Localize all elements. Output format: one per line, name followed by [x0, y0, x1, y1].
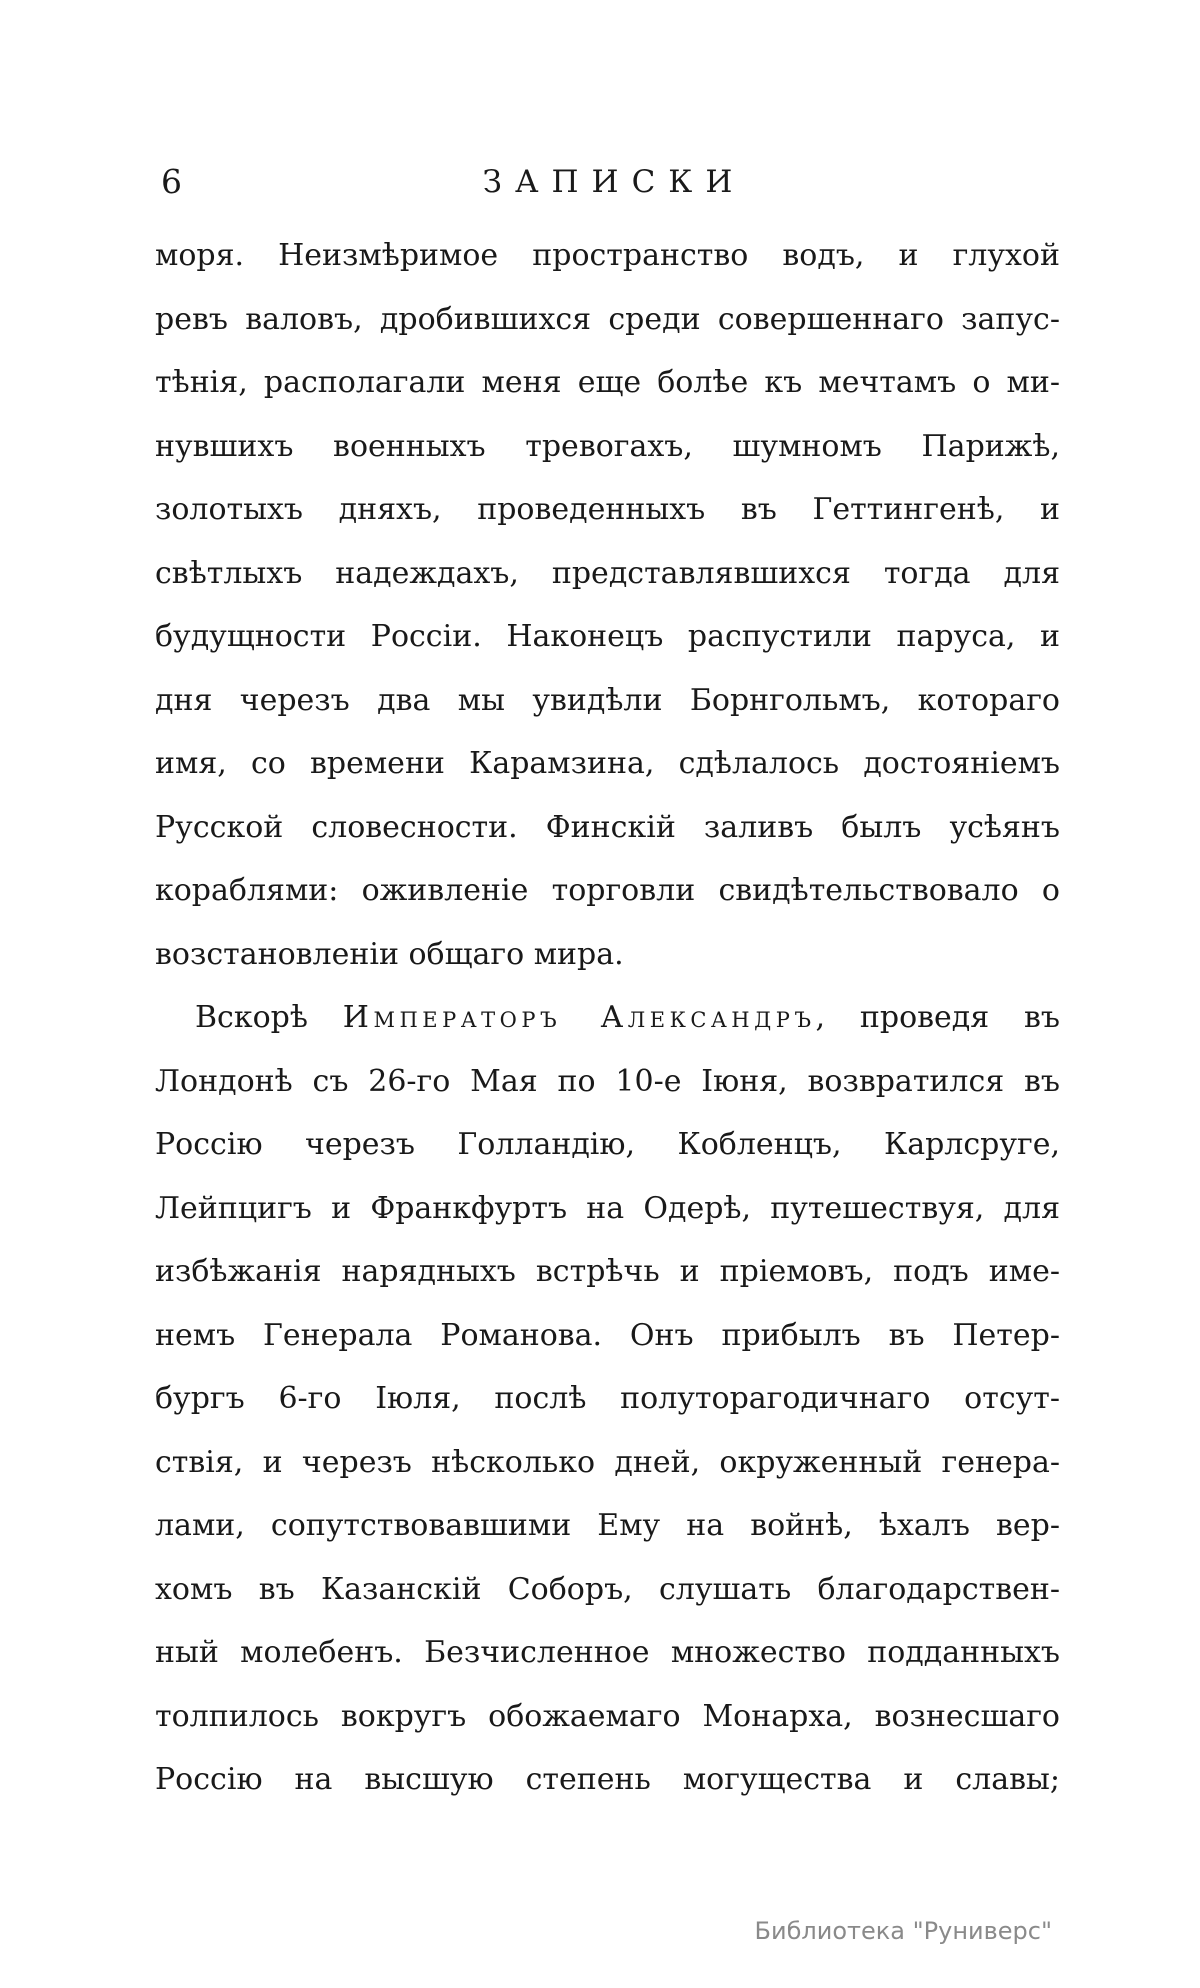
text-line-7: будущности Россіи. Наконецъ распустили паруса, и	[155, 619, 1060, 654]
text-line-11: кораблями: оживленіе торговли свидѣтельствовало о	[155, 873, 1060, 908]
body-text	[155, 224, 1060, 1812]
text-line-16: Лейпцигъ и Франкфуртъ на Одерѣ, путешествуя, для	[155, 1190, 1060, 1226]
text-line-20: ствія, и черезъ нѣсколько дней, окруженный генера-	[155, 1444, 1060, 1480]
text-line-9: имя, со времени Карамзина, сдѣлалось достояніемъ	[155, 746, 1060, 781]
text-segment: , проведя въ	[815, 1000, 1060, 1035]
text-line-14: Лондонѣ съ 26-го Мая по 10-е Іюня, возвратился въ	[155, 1063, 1060, 1099]
text-line-22: хомъ въ Казанскій Соборъ, слушать благодарствен-	[155, 1571, 1060, 1607]
text-line-6: свѣтлыхъ надеждахъ, представлявшихся тогда для	[155, 555, 1060, 591]
text-line-8: дня черезъ два мы увидѣли Борнгольмъ, котораго	[155, 682, 1060, 718]
text-line-2: ревъ валовъ, дробившихся среди совершеннаго запус-	[155, 301, 1060, 337]
smallcaps-name: Императоръ Александръ	[342, 1000, 816, 1035]
page-header-title: ЗАПИСКИ	[482, 164, 746, 200]
text-line-10: Русской словесности. Финскій заливъ былъ усѣянъ	[155, 809, 1060, 845]
text-line-15: Россію черезъ Голландію, Кобленцъ, Карлсруге,	[155, 1127, 1060, 1162]
text-line-18: немъ Генерала Романова. Онъ прибылъ въ Петер-	[155, 1317, 1060, 1353]
text-line-24: толпилось вокругъ обожаемаго Монарха, вознесшаго	[155, 1698, 1060, 1734]
text-line-13	[155, 986, 1060, 1050]
page-header	[155, 162, 1060, 206]
library-watermark: Библиотека "Руниверс"	[754, 1917, 1052, 1945]
text-segment: Вскорѣ	[195, 1000, 343, 1035]
text-line-5: золотыхъ дняхъ, проведенныхъ въ Геттингенѣ, и	[155, 492, 1060, 527]
text-line-17: избѣжанія нарядныхъ встрѣчь и пріемовъ, подъ име-	[155, 1254, 1060, 1289]
text-line-1: моря. Неизмѣримое пространство водъ, и глухой	[155, 238, 1060, 273]
text-line-23: ный молебенъ. Безчисленное множество подданныхъ	[155, 1635, 1060, 1670]
text-line-21: лами, сопутствовавшими Ему на войнѣ, ѣхалъ вер-	[155, 1508, 1060, 1543]
text-line-12: возстановленіи общаго мира.	[155, 936, 624, 972]
text-line-25: Россію на высшую степень могущества и славы;	[155, 1762, 1060, 1797]
page-number: 6	[161, 162, 182, 201]
text-line-3: тѣнія, располагали меня еще болѣе къ мечтамъ о ми-	[155, 365, 1060, 400]
text-line-19: бургъ 6-го Іюля, послѣ полуторагодичнаго отсут-	[155, 1381, 1060, 1416]
text-line-4: нувшихъ военныхъ тревогахъ, шумномъ Парижѣ,	[155, 428, 1060, 464]
